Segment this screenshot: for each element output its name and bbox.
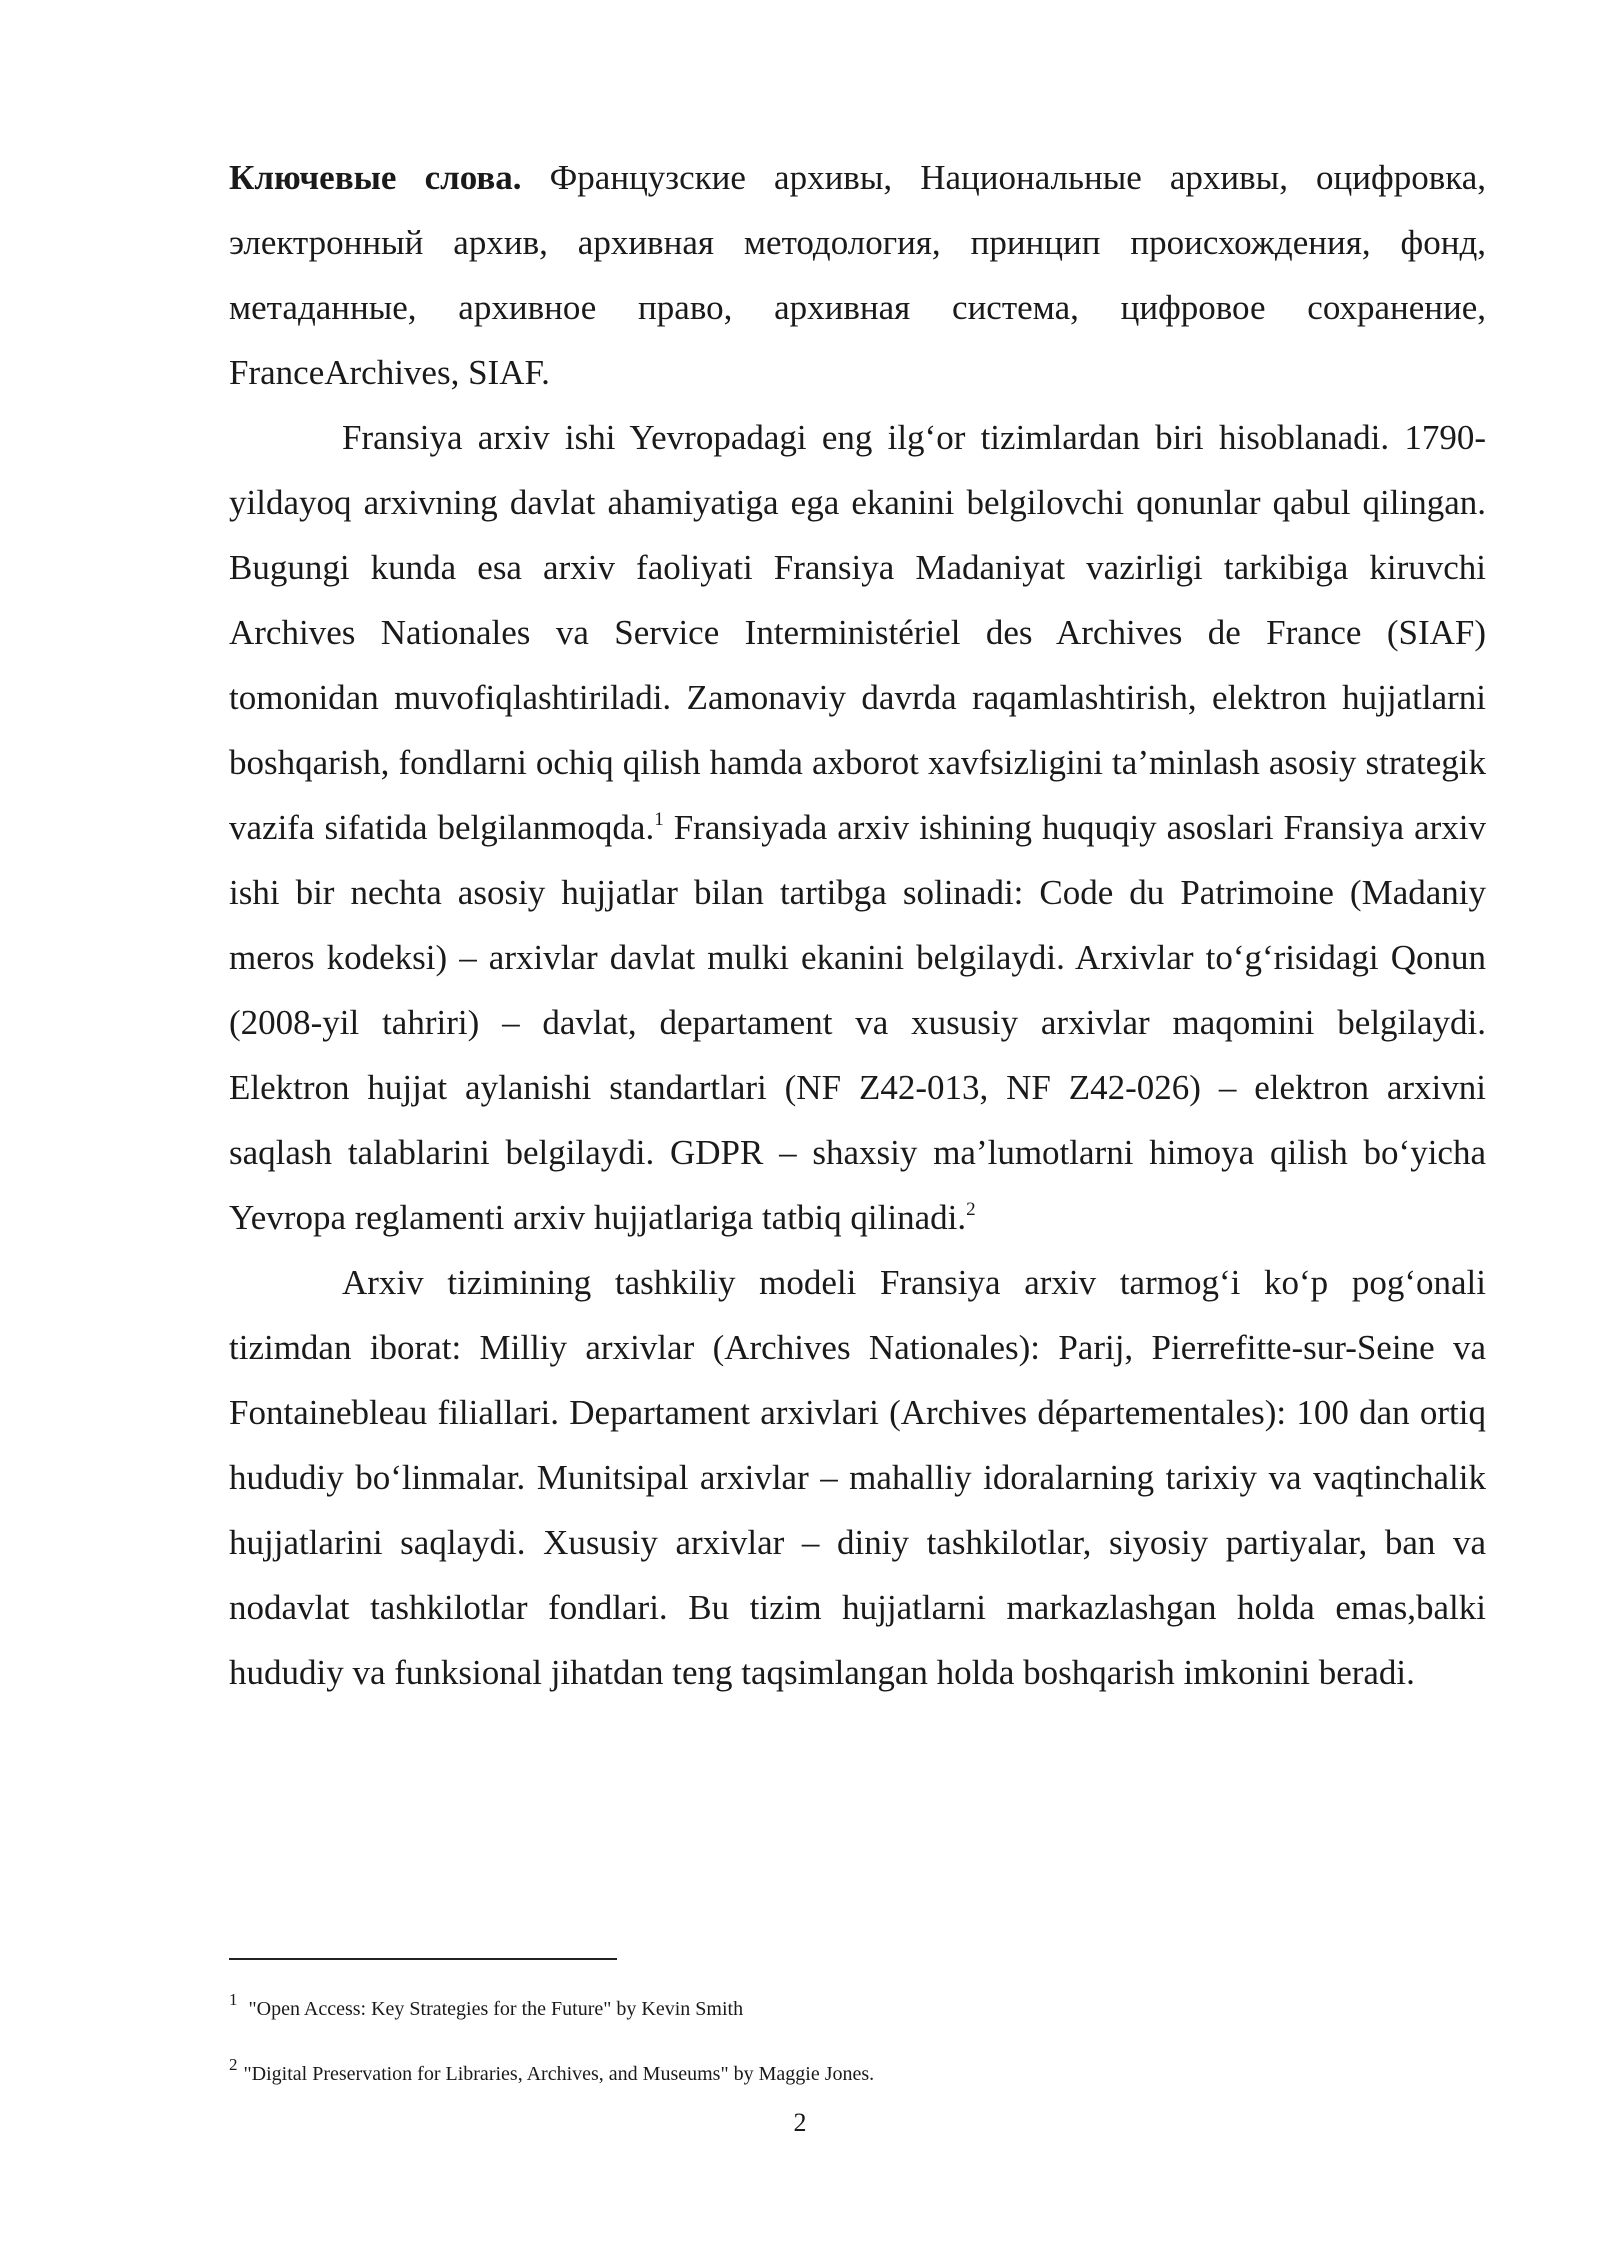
paragraph-1-part-b: Fransiyada arxiv ishining huquqiy asoslari Fransiya arxiv ishi bir nechta asosiy hujjatlar bilan tartibga solinadi: Code du Patrimoine (Madaniy meros kodeksi) – arxivlar davlat mulki ekanini belgilaydi. Arxivlar to‘g‘risidagi Qonun (2008-yil tahriri) – davlat, departament va xususiy arxivlar maqomini belgilaydi. Elektron hujjat aylanishi standartlari (NF Z42-013, NF Z42-026) – elektron arxivni saqlash talablarini belgilaydi. GDPR – shaxsiy ma’lumotlarni himoya qilish bo‘yicha Yevropa reglamenti arxiv hujjatlariga tatbiq qilinadi.: [229, 808, 1486, 1237]
paragraph-1-part-a: Fransiya arxiv ishi Yevropadagi eng ilg‘or tizimlardan biri hisoblanadi. 1790-yildayoq arxivning davlat ahamiyatiga ega ekanini belgilovchi qonunlar qabul qilingan. Bugungi kunda esa arxiv faoliyati Fransiya Madaniyat vazirligi tarkibiga kiruvchi Archives Nationales va Service Interministériel des Archives de France (SIAF) tomonidan muvofiqlashtiriladi. Zamonaviy davrda raqamlashtirish, elektron hujjatlarni boshqarish, fondlarni ochiq qilish hamda axborot xavfsizligini ta’minlash asosiy strategik vazifa sifatida belgilanmoqda.: [229, 418, 1486, 847]
paragraph-2: Arxiv tizimining tashkiliy modeli Fransiya arxiv tarmog‘i ko‘p pog‘onali tizimdan iborat: Milliy arxivlar (Archives Nationales): Parij, Pierrefitte-sur-Seine va Fontainebleau filiallari. Departament arxivlari (Archives départementales): 100 dan ortiq hududiy bo‘linmalar. Munitsipal arxivlar – mahalliy idoralarning tarixiy va vaqtinchalik hujjatlarini saqlaydi. Xususiy arxivlar – diniy tashkilotlar, siyosiy partiyalar, ban va nodavlat tashkilotlar fondlari. Bu tizim hujjatlarni markazlashgan holda emas,balki hududiy va funksional jihatdan teng taqsimlangan holda boshqarish imkonini beradi.: [229, 1263, 1486, 1692]
footnote-1-number: 1: [229, 1990, 238, 2009]
footnote-2-text: "Digital Preservation for Libraries, Archives, and Museums" by Maggie Jones.: [243, 2063, 875, 2085]
footnote-1-text: "Open Access: Key Strategies for the Future" by Kevin Smith: [243, 1998, 744, 2020]
footnote-ref-2[interactable]: 2: [966, 1199, 976, 1220]
footnote-2: [229, 2037, 1486, 2102]
footnotes: [229, 1972, 1486, 2102]
paragraph-1: [229, 405, 1486, 1250]
keywords-paragraph: [229, 145, 1486, 405]
footnote-1: [229, 1972, 1486, 2037]
body-text: [229, 145, 1486, 1705]
footnote-2-number: 2: [229, 2055, 238, 2074]
page-number: 2: [793, 2108, 807, 2137]
footnote-ref-1[interactable]: 1: [654, 809, 664, 830]
keywords-label: Ключевые слова.: [229, 158, 522, 197]
keywords-text: Французские архивы, Национальные архивы, оцифровка, электронный архив, архивная методология, принцип происхождения, фонд, метаданные, архивное право, архивная система, цифровое сохранение, FranceArchives, SIAF.: [229, 158, 1486, 392]
footnote-separator: [229, 1958, 617, 1960]
